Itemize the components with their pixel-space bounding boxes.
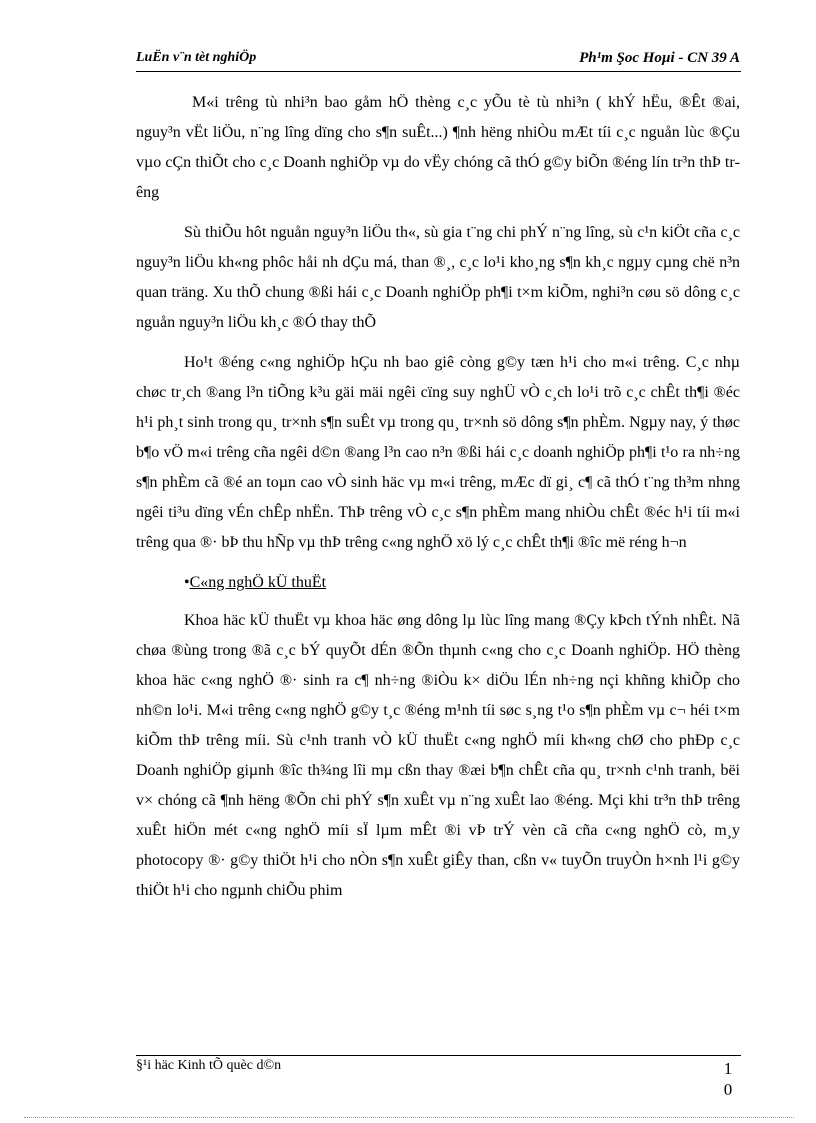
footer-divider — [136, 1055, 741, 1056]
header-divider — [136, 71, 741, 72]
paragraph-industrial-pollution: Ho¹t ®éng c«ng nghiÖp hÇu nh bao giê còng g©y tæn h¹i cho m«i trêng. C¸c nhµ chøc tr¸ch ®ang l³n tiÕng k³u gäi mäi ngêi cïng suy nghÜ vÒ c¸ch lo¹i trõ c¸c chÊt th¶i ®éc h¹i ph¸t sinh trong qu¸ tr×nh s¶n suÊt vµ trong qu¸ tr×nh sö dông s¶n phÈm. Ngµy nay, ý thøc b¶o vÖ m«i trêng cña ngêi d©n ®ang l³n cao n³n ®ßi hái c¸c doanh nghiÖp ph¶i t¹o ra nh÷ng s¶n phÈm cã ®é an toµn cao vÒ sinh häc vµ m«i trêng, mÆc dï gi¸ c¶ cã thÓ t¨ng th³m nhng ngêi ti³u dïng vÉn chÊp nhËn. ThÞ trêng vÒ c¸c s¶n phÈm mang nhiÒu chÊt ®éc h¹i tíi m«i trêng qua ®· bÞ thu hÑp vµ thÞ trêng c«ng nghÖ xö lý c¸c chÊt th¶i ®îc më réng h¬n — [136, 354, 740, 551]
section-heading-technology — [136, 568, 740, 598]
paragraph-natural-environment: M«i trêng tù nhi³n bao gåm hÖ thèng c¸c yÕu tè tù nhi³n ( khÝ hËu, ®Êt ®ai, nguy³n vËt liÖu, n¨ng lîng dïng cho s¶n suÊt...) ¶nh hëng nhiÒu mÆt tíi c¸c nguån lùc ®Çu vµo cÇn thiÕt cho c¸c Doanh nghiÖp vµ do vËy chóng cã thÓ g©y biÕn ®éng lín tr³n thÞ trêng — [136, 94, 740, 201]
page-bottom-dotted-border — [24, 1117, 794, 1118]
paragraph-raw-materials: Sù thiÕu hôt nguån nguy³n liÖu th«, sù gia t¨ng chi phÝ n¨ng lîng, sù c¹n kiÖt cña c¸c nguy³n liÖu kh«ng phôc håi nh dÇu má, than ®¸, c¸c lo¹i kho¸ng s¶n kh¸c ngµy cµng chë n³n quan träng. Xu thÕ chung ®ßi hái c¸c Doanh nghiÖp ph¶i t×m kiÕm, nghi³n cøu sö dông c¸c nguån nguy³n liÖu kh¸c ®Ó thay thÕ — [136, 224, 740, 331]
paragraph-technology: Khoa häc kÜ thuËt vµ khoa häc øng dông lµ lùc lîng mang ®Çy kÞch tÝnh nhÊt. Nã chøa ®ùng trong ®ã c¸c bÝ quyÕt dÉn ®Õn thµnh c«ng cho c¸c Doanh nghiÖp. HÖ thèng khoa häc c«ng nghÖ ®· sinh ra c¶ nh÷ng ®iÒu k× diÖu lÉn nh÷ng nçi khñng khiÕp cho nh©n lo¹i. M«i trêng c«ng nghÖ g©y t¸c ®éng m¹nh tíi søc s¸ng t¹o s¶n phÈm vµ c¬ héi t×m kiÕm thÞ trêng míi. Sù c¹nh tranh vÒ kÜ thuËt c«ng nghÖ míi kh«ng chØ cho phÐp c¸c Doanh nghiÖp giµnh ®îc th¾ng lîi mµ cßn thay ®æi b¶n chÊt cña qu¸ tr×nh c¹nh tranh, bëi v× chóng cã ¶nh hëng ®Õn chi phÝ s¶n xuÊt vµ n¨ng xuÊt lao ®éng. Mçi khi tr³n thÞ trêng xuÊt hiÖn mét c«ng nghÖ míi sÏ lµm mÊt ®i vÞ trÝ vèn cã cña c«ng nghÖ cò, m¸y photocopy ®· g©y thiÖt h¹i cho nÒn s¶n xuÊt giÊy than, cßn v« tuyÕn truyÒn h×nh l¹i g©y thiÖt h¹i cho ngµnh chiÕu phim — [136, 612, 740, 899]
page-number — [718, 1058, 738, 1100]
bullet-icon: • — [184, 574, 190, 591]
section-heading-text: C«ng nghÖ kÜ thuËt — [189, 574, 327, 591]
header-thesis-label: LuËn v¨n tèt nghiÖp — [136, 50, 257, 65]
header-author: Ph¹m Şoc Hoµi - CN 39 A — [579, 50, 740, 66]
page-number-digit-2: 0 — [723, 1080, 733, 1099]
page-footer — [136, 1058, 740, 1098]
page-number-digit-1: 1 — [723, 1059, 733, 1078]
document-body — [136, 88, 740, 916]
page-header — [136, 50, 740, 70]
footer-university: §¹i häc Kinh tÕ quèc d©n — [136, 1058, 282, 1073]
